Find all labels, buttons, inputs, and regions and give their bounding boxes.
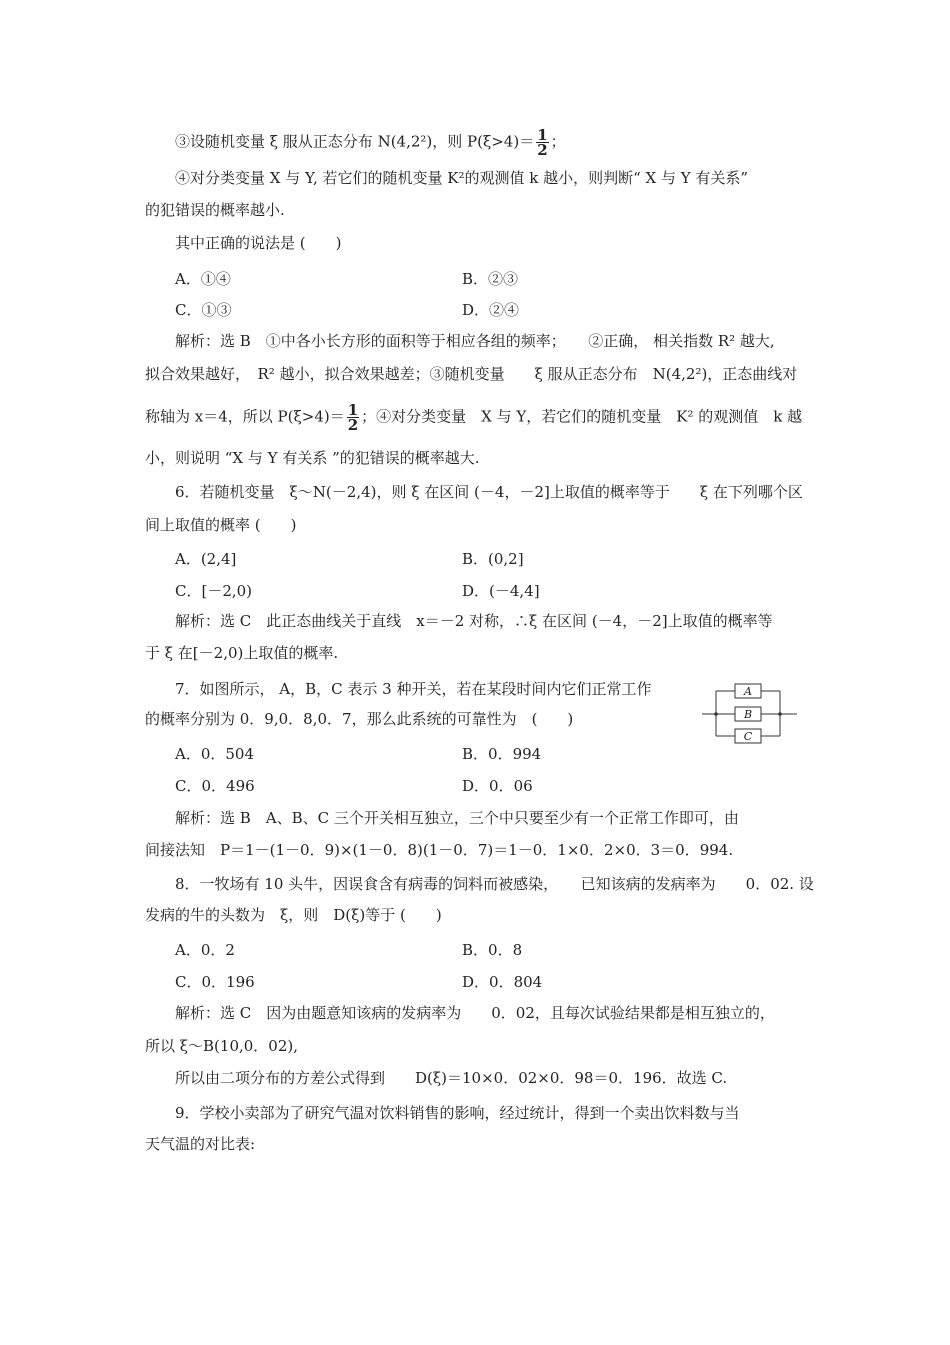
- q8-option-d: D．0．804: [462, 973, 543, 991]
- q5-option-c: C．①③: [175, 301, 232, 319]
- q5-solution-line-1: 解析：选 B ①中各小长方形的面积等于相应各组的频率； ②正确， 相关指数 R² 越大,: [175, 332, 775, 350]
- statement-4-cont: 的犯错误的概率越小.: [145, 201, 285, 219]
- parallel-switch-circuit-diagram: [702, 680, 797, 746]
- statement-4: ④对分类变量 X 与 Y, 若它们的随机变量 K²的观测值 k 越小，则判断“ X 与 Y 有关系”: [175, 169, 749, 187]
- q6-option-d: D．(－4,4]: [462, 582, 540, 600]
- q8-solution-line-1: 解析：选 C 因为由题意知该病的发病率为 0．02，且每次试验结果都是相互独立的，: [175, 1004, 775, 1022]
- q7-option-a: A．0．504: [175, 745, 255, 763]
- q5-prompt: 其中正确的说法是 ( ): [175, 234, 342, 252]
- q6-option-c: C．[－2,0): [175, 582, 253, 600]
- q8-stem: 8．一牧场有 10 头牛，因误食含有病毒的饲料而被感染， 已知该病的发病率为 0．02. 设: [175, 875, 814, 893]
- q8-option-a: A．0．2: [175, 941, 235, 959]
- q6-option-b: B．(0,2]: [462, 550, 524, 568]
- q5-option-a: A．①④: [175, 270, 231, 288]
- q8-solution-line-3: 所以由二项分布的方差公式得到 D(ξ)＝10×0．02×0．98＝0．196．故选 C.: [175, 1069, 728, 1087]
- q7-option-d: D．0．06: [462, 777, 533, 795]
- switch-a-label: A: [744, 685, 752, 698]
- fraction-one-half-2: $\frac{1}{2}$: [347, 401, 359, 434]
- q6-solution-line-1: 解析：选 C 此正态曲线关于直线 x＝－2 对称，∴ξ 在区间 (－4，－2]上取值的概率等: [175, 612, 773, 630]
- q8-solution-line-2: 所以 ξ～B(10,0．02),: [145, 1037, 299, 1055]
- q7-option-c: C．0．496: [175, 777, 255, 795]
- switch-b-label: B: [743, 708, 753, 721]
- q5-option-b: B．②③: [462, 270, 519, 288]
- q9-stem: 9．学校小卖部为了研究气温对饮料销售的影响，经过统计，得到一个卖出饮料数与当: [175, 1104, 740, 1122]
- q9-stem-cont: 天气温的对比表:: [145, 1135, 256, 1153]
- fraction-one-half: $\frac{1}{2}$: [537, 126, 548, 159]
- q5-solution-line-2: 拟合效果越好， R² 越小，拟合效果越差；③随机变量 ξ 服从正态分布 N(4,2²)，正态曲线对: [145, 365, 798, 383]
- q5-solution-line-4: 小，则说明 “X 与 Y 有关系 ”的犯错误的概率越大.: [145, 449, 480, 467]
- q6-stem: 6．若随机变量 ξ～N(－2,4)，则 ξ 在区间 (－4，－2]上取值的概率等于 ξ 在下列哪个区: [175, 483, 803, 501]
- q8-option-c: C．0．196: [175, 973, 255, 991]
- q6-option-a: A．(2,4]: [175, 550, 237, 568]
- q7-option-b: B．0．994: [462, 745, 542, 763]
- q7-stem-cont: 的概率分别为 0．9,0．8,0．7，那么此系统的可靠性为 ( ): [145, 710, 574, 728]
- q8-stem-cont: 发病的牛的头数为 ξ，则 D(ξ)等于 ( ): [145, 906, 442, 924]
- q5-solution-line-3: 称轴为 x＝4，所以 P(ξ>4)＝ $\frac{1}{2}$ ；④对分类变量 X 与 Y，若它们的随机变量 K² 的观测值 k 越: [145, 401, 803, 434]
- q8-option-b: B．0．8: [462, 941, 523, 959]
- q5-option-d: D．②④: [462, 301, 520, 319]
- q7-solution-line-2: 间接法知 P＝1－(1－0．9)×(1－0．8)(1－0．7)＝1－0．1×0．2×0．3＝0．994.: [145, 841, 734, 859]
- q6-stem-cont: 间上取值的概率 ( ): [145, 516, 297, 534]
- switch-c-label: C: [743, 730, 753, 743]
- q7-solution-line-1: 解析：选 B A、B、C 三个开关相互独立，三个中只要至少有一个正常工作即可，由: [175, 809, 739, 827]
- statement-3: ③设随机变量 ξ 服从正态分布 N(4,2²)，则 P(ξ>4)＝ $\frac{1}{2}$ ；: [175, 126, 566, 159]
- q6-solution-line-2: 于 ξ 在[－2,0)上取值的概率.: [145, 644, 339, 662]
- q7-stem: 7．如图所示， A，B，C 表示 3 种开关，若在某段时间内它们正常工作: [175, 680, 652, 698]
